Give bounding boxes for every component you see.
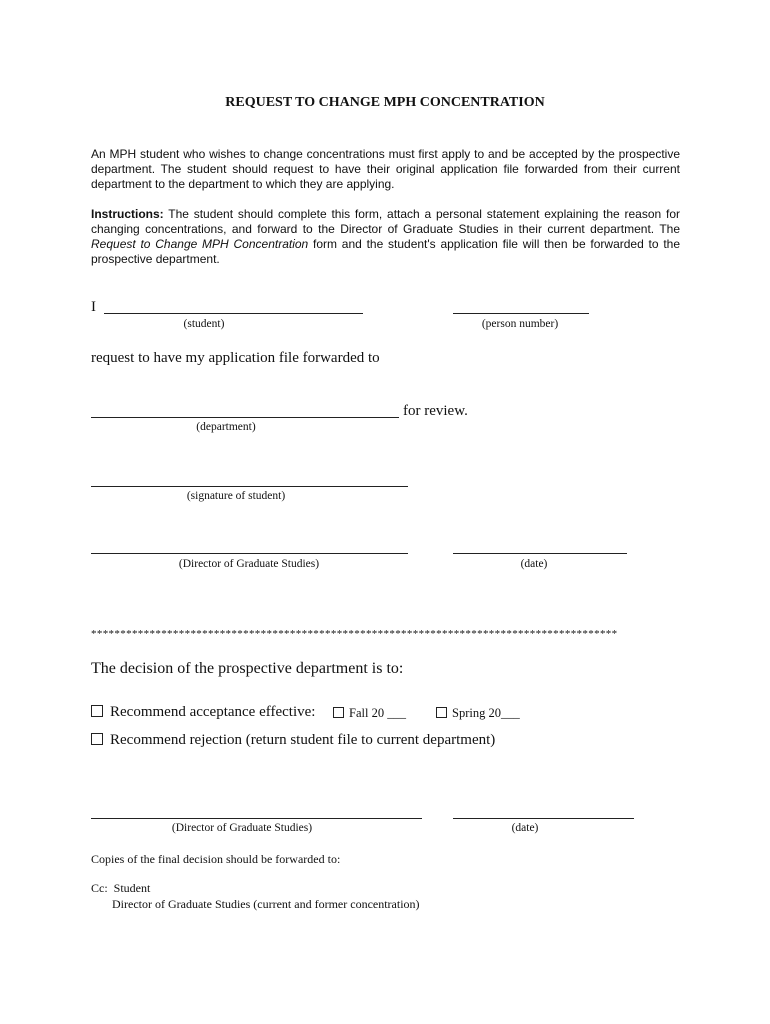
i-label: I (91, 299, 96, 315)
cc-student: Cc: Student (91, 881, 151, 895)
intro-paragraph: An MPH student who wishes to change concentrations must first apply to and be accepted by the prospective department. The student should request to have their original application file forwarded from their current department to the department to which they are applying. (91, 147, 680, 191)
accept-label: Recommend acceptance effective: (110, 704, 316, 720)
instructions-text-1: The student should complete this form, attach a personal statement explaining the reason for changing concentrations, and forward to the Director of Graduate Studies in their current department. The (91, 207, 680, 236)
person-number-caption: (person number) (481, 318, 559, 330)
spring-option[interactable] (436, 706, 520, 721)
person-number-field[interactable] (453, 313, 589, 314)
dgs-caption: (Director of Graduate Studies) (178, 558, 320, 570)
signature-caption: (signature of student) (186, 490, 286, 502)
student-signature-field[interactable] (91, 486, 408, 487)
fall-checkbox[interactable] (333, 707, 344, 718)
for-review-text: for review. (403, 403, 468, 419)
page-title: REQUEST TO CHANGE MPH CONCENTRATION (225, 95, 545, 110)
request-line-text: request to have my application file forwarded to (91, 350, 380, 366)
decision-heading: The decision of the prospective department is to: (91, 660, 404, 677)
final-dgs-caption: (Director of Graduate Studies) (171, 822, 313, 834)
instructions-label: Instructions: (91, 207, 164, 221)
department-caption: (department) (196, 421, 256, 433)
fall-option[interactable] (333, 706, 406, 721)
date-caption: (date) (520, 558, 548, 570)
dgs-signature-field[interactable] (91, 553, 408, 554)
reject-checkbox[interactable] (91, 733, 103, 745)
instructions-form-name: Request to Change MPH Concentration (91, 237, 309, 251)
cc-dgs: Director of Graduate Studies (current and former concentration) (112, 897, 420, 911)
final-date-caption: (date) (511, 822, 539, 834)
separator: ****************************************************************************************** (91, 628, 618, 640)
instructions-text-2: form and the student's application file will then be forwarded to the prospective department. (91, 237, 681, 266)
student-caption: (student) (183, 318, 225, 330)
fall-label: Fall 20 ___ (349, 706, 406, 720)
reject-option[interactable] (91, 732, 495, 749)
accept-checkbox[interactable] (91, 705, 103, 717)
spring-label: Spring 20___ (452, 706, 520, 720)
department-field[interactable] (91, 417, 399, 418)
spring-checkbox[interactable] (436, 707, 447, 718)
final-dgs-signature-field[interactable] (91, 818, 422, 819)
student-name-field[interactable] (104, 313, 363, 314)
copies-text: Copies of the final decision should be forwarded to: (91, 852, 341, 866)
instructions-paragraph (91, 207, 680, 267)
reject-label: Recommend rejection (return student file to current department) (110, 732, 496, 748)
final-date-field[interactable] (453, 818, 634, 819)
date-field[interactable] (453, 553, 627, 554)
accept-option[interactable] (91, 704, 315, 721)
